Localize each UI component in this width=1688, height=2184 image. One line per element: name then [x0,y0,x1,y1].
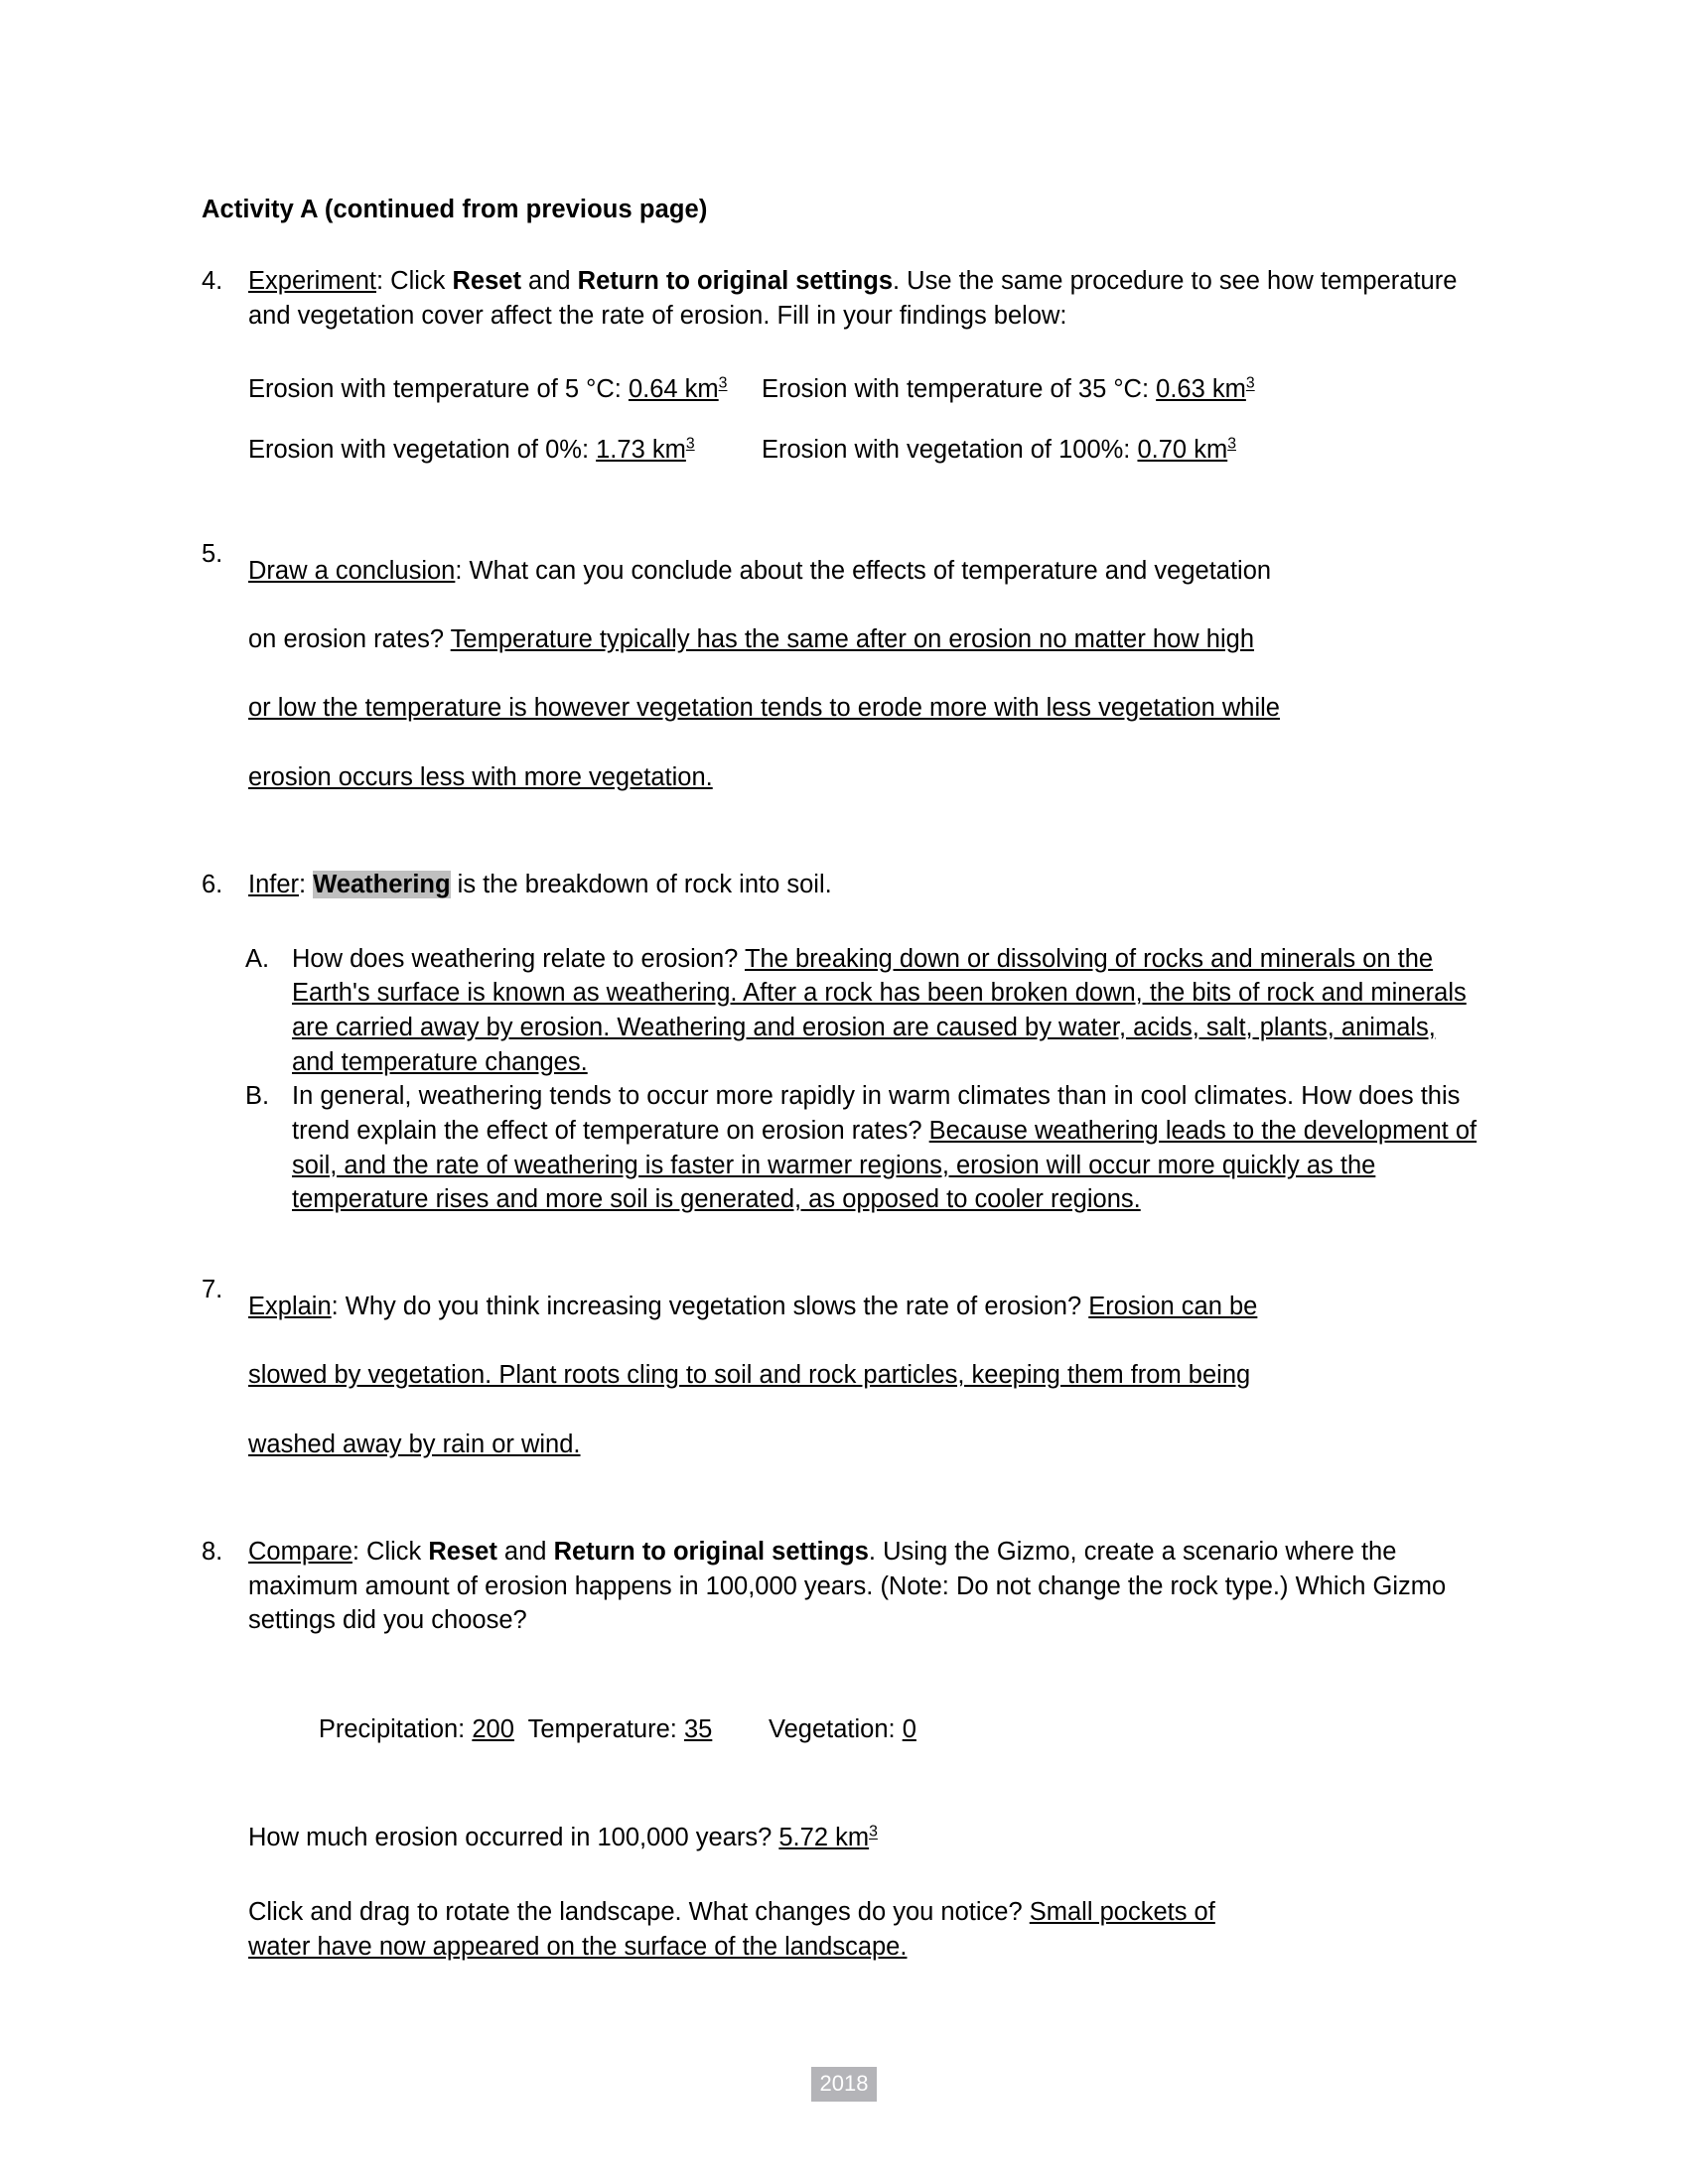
question-5-text-line1: : What can you conclude about the effects of temperature and vegetation [455,556,1272,585]
erosion-veg-0-answer[interactable]: 1.73 km [596,435,686,464]
sub-item-b-body [292,1079,1482,1217]
question-body-6 [248,868,1482,902]
temperature-label: Temperature: [513,1714,684,1743]
erosion-amount-question: How much erosion occurred in 100,000 years? [248,1824,779,1852]
spacer [248,333,1482,372]
question-7-label: Explain [248,1293,332,1321]
question-8-mid: and [496,1538,554,1567]
spacer [202,902,1482,942]
sub-item-a-body [292,942,1482,1080]
question-item-6 [202,868,1482,902]
question-5-text-line2: on erosion rates? [248,624,451,653]
erosion-temp-5-cell [248,372,762,407]
question-4-label-suffix: : Click [375,266,453,295]
question-number-8: 8. [202,1538,223,1567]
precipitation-value[interactable]: 200 [472,1714,514,1743]
page-title: Activity A (continued from previous page) [202,196,708,223]
question-6-label-suffix: : [299,871,314,898]
spacer [202,1479,1482,1535]
sub-item-a-answer[interactable]: The breaking down or dissolving of rocks and minerals on the Earth's surface is known as weathering. After a rock has been broken down, the bits of rock and minerals are carried away by erosion. Weathering and erosion are caused by water, acids, salt, plants, animals, and temperature changes. [292,944,1467,1076]
question-8-label: Compare [248,1538,352,1567]
erosion-veg-0-prompt: Erosion with vegetation of 0%: [248,435,597,464]
erosion-temp-35-answer[interactable]: 0.63 km [1156,375,1246,404]
spacer [248,407,1482,433]
erosion-vegetation-row [248,433,1482,468]
erosion-amount-superscript: 3 [869,1823,878,1841]
question-body-7 [248,1273,1482,1479]
sub-item-b-answer[interactable]: Because weathering leads to the development of soil, and the rate of weathering is faster in warmer regions, erosion will occur more quickly as the temperature rises and more soil is generated, as opposed to cooler regions. [292,1117,1477,1214]
question-body-4 [248,264,1482,468]
question-8-rest: . Using the Gizmo, create a scenario where the maximum amount of erosion happens in 100,000 years. (Note: Do not change the rock type.) Which Gizmo settings did you choose? [248,1538,1447,1635]
vegetation-value[interactable]: 0 [902,1714,916,1743]
question-item-7 [202,1273,1482,1479]
spacer [202,812,1482,868]
erosion-veg-100-answer[interactable]: 0.70 km [1137,435,1228,464]
erosion-veg-0-cell [248,433,762,468]
question-7-answer-line2[interactable]: slowed by vegetation. Plant roots cling to soil and rock particles, keeping them from being [248,1361,1251,1390]
erosion-amount-answer[interactable]: 5.72 km [778,1824,870,1852]
gizmo-settings-row [248,1678,1482,1781]
erosion-temp-5-superscript: 3 [718,374,728,392]
question-5-answer-line2[interactable]: or low the temperature is however vegetation tends to erode more with less vegetation while [248,694,1280,723]
question-number-4: 4. [202,266,223,295]
rotate-answer-line2[interactable]: water have now appeared on the surface of the landscape. [248,1932,908,1961]
question-7-answer-line1[interactable]: Erosion can be [1088,1293,1258,1321]
question-4-label: Experiment [248,266,376,295]
sub-item-a-question: How does weathering relate to erosion? [292,944,745,973]
precipitation-label: Precipitation: [318,1714,473,1743]
question-6-rest: is the breakdown of rock into soil. [450,871,832,898]
rotate-answer-line1[interactable]: Small pockets of [1029,1897,1215,1926]
erosion-temp-5-prompt: Erosion with temperature of 5 °C: [248,375,629,404]
question-5-answer-line3[interactable]: erosion occurs less with more vegetation. [248,762,713,791]
rotate-question: Click and drag to rotate the landscape. What changes do you notice? [248,1897,1030,1926]
question-6-label: Infer [248,871,300,898]
question-number-5: 5. [202,539,223,568]
question-item-4 [202,264,1482,468]
sub-item-b-question: In general, weathering tends to occur more rapidly in warm climates than in cool climates. How does this trend explain the effect of temperature on erosion rates? [292,1082,1461,1146]
erosion-veg-100-prompt: Erosion with vegetation of 100%: [762,435,1138,464]
erosion-temp-35-prompt: Erosion with temperature of 35 °C: [762,375,1157,404]
sub-item-a-letter: A. [245,944,270,973]
vegetation-label: Vegetation: [712,1714,903,1743]
erosion-veg-0-superscript: 3 [685,435,695,453]
question-number-7: 7. [202,1276,223,1304]
question-8-bold-return: Return to original settings [553,1538,869,1567]
question-item-8 [202,1535,1482,1964]
footer-year-badge: 2018 [811,2067,878,2102]
question-8-bold-reset: Reset [428,1538,497,1567]
rotate-landscape-row [248,1895,1482,1964]
spacer [248,1855,1482,1895]
highlighted-term-weathering: Weathering [313,871,451,898]
sub-item-b-letter: B. [245,1082,270,1111]
question-5-answer-line1[interactable]: Temperature typically has the same after on erosion no matter how high [450,624,1255,653]
question-4-rest: . Use the same procedure to see how temperature and vegetation cover affect the rate of erosion. Fill in your findings below: [248,266,1458,330]
question-body-5 [248,537,1482,812]
question-7-text: : Why do you think increasing vegetation slows the rate of erosion? [331,1293,1089,1321]
spacer [202,468,1482,537]
question-4-mid: and [520,266,578,295]
sub-item-b [202,1079,1482,1217]
page-footer [0,2067,1688,2102]
question-4-bold-reset: Reset [452,266,521,295]
sub-item-a [202,942,1482,1080]
erosion-temp-35-cell [762,372,1482,407]
erosion-temp-35-superscript: 3 [1245,374,1255,392]
question-6-sub-items [202,942,1482,1217]
question-body-8 [248,1535,1482,1964]
erosion-veg-100-cell [762,433,1482,468]
erosion-temp-5-answer[interactable]: 0.64 km [628,375,719,404]
question-4-bold-return: Return to original settings [577,266,893,295]
temperature-value[interactable]: 35 [683,1714,713,1743]
spacer [202,1217,1482,1273]
question-number-6: 6. [202,871,223,898]
question-5-label: Draw a conclusion [248,556,456,585]
erosion-veg-100-superscript: 3 [1227,435,1236,453]
question-7-answer-line3[interactable]: washed away by rain or wind. [248,1430,581,1458]
spacer [248,1638,1482,1678]
page-content [202,195,1482,1964]
question-item-5 [202,537,1482,812]
erosion-amount-row [248,1821,1482,1855]
erosion-temperature-row [248,372,1482,407]
question-8-label-suffix: : Click [352,1538,429,1567]
spacer [248,1781,1482,1821]
